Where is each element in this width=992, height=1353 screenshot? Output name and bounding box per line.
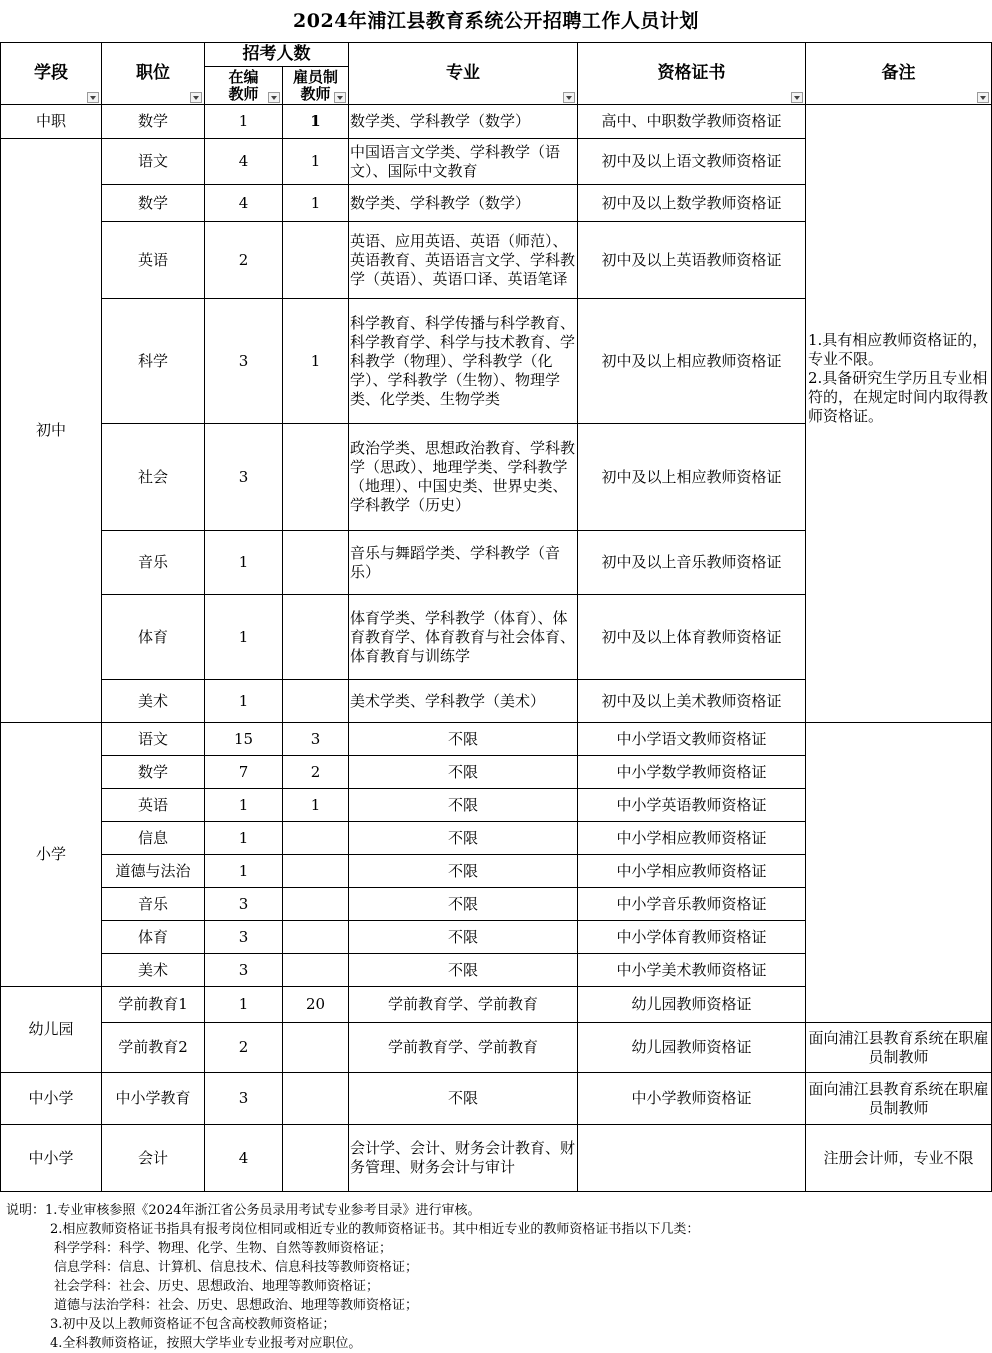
major-cell: 数学类、学科教学（数学） [349,105,578,139]
onbook-cell: 1 [205,987,283,1023]
onbook-cell: 3 [205,954,283,987]
major-cell: 科学教育、科学传播与科学教育、科学教育学、科学与技术教育、学科教学（物理）、学科教学（化学）、学科教学（生物）、物理学类、化学类、生物学类 [349,299,578,424]
hired-cell [283,822,349,855]
filter-dropdown-icon[interactable] [190,92,202,103]
cert-cell: 中小学语文教师资格证 [578,723,806,756]
cert-cell: 幼儿园教师资格证 [578,987,806,1023]
onbook-cell: 1 [205,789,283,822]
footnote-line: 社会学科：社会、历史、思想政治、地理等教师资格证； [54,1279,380,1294]
position-cell: 语文 [102,723,205,756]
footnote-line: 4.全科教师资格证，按照大学毕业专业报考对应职位。 [50,1336,362,1351]
hired-cell [283,1073,349,1125]
footnote-line: 科学学科：科学、物理、化学、生物、自然等教师资格证； [54,1241,393,1256]
stage-cell: 初中 [1,139,102,723]
recruitment-table [0,42,992,1192]
filter-dropdown-icon[interactable] [87,92,99,103]
footnote-line: 信息学科：信息、计算机、信息技术、信息科技等教师资格证； [54,1260,419,1275]
onbook-cell: 15 [205,723,283,756]
hired-cell: 1 [283,185,349,222]
table-row [1,1073,992,1125]
cert-cell: 初中及以上相应教师资格证 [578,299,806,424]
position-cell: 语文 [102,139,205,185]
header-major[interactable]: 专业 [349,43,578,105]
major-cell: 中国语言文学类、学科教学（语文）、国际中文教育 [349,139,578,185]
header-count: 招考人数 [205,43,349,67]
onbook-cell: 2 [205,222,283,299]
cert-cell: 幼儿园教师资格证 [578,1023,806,1073]
hired-cell: 20 [283,987,349,1023]
position-cell: 会计 [102,1125,205,1192]
cert-cell: 中小学相应教师资格证 [578,855,806,888]
cert-cell: 初中及以上英语教师资格证 [578,222,806,299]
onbook-cell: 1 [205,531,283,595]
position-cell: 科学 [102,299,205,424]
hired-cell [283,222,349,299]
onbook-cell: 7 [205,756,283,789]
major-cell: 音乐与舞蹈学类、学科教学（音乐） [349,531,578,595]
filter-dropdown-icon[interactable] [563,92,575,103]
footnote-line: 道德与法治学科：社会、历史、思想政治、地理等教师资格证； [54,1298,419,1313]
header-remark[interactable]: 备注 [806,43,992,105]
cert-cell [578,1125,806,1192]
position-cell: 学前教育2 [102,1023,205,1073]
cert-cell: 中小学教师资格证 [578,1073,806,1125]
major-cell: 美术学类、学科教学（美术） [349,680,578,723]
cert-cell: 初中及以上体育教师资格证 [578,595,806,680]
position-cell: 体育 [102,921,205,954]
onbook-cell: 3 [205,424,283,531]
position-cell: 体育 [102,595,205,680]
major-cell: 不限 [349,855,578,888]
major-cell: 不限 [349,1073,578,1125]
position-cell: 信息 [102,822,205,855]
remark-cell: 面向浦江县教育系统在职雇员制教师 [806,1073,992,1125]
major-cell: 不限 [349,756,578,789]
hired-cell [283,424,349,531]
stage-cell: 幼儿园 [1,987,102,1073]
onbook-cell: 2 [205,1023,283,1073]
position-cell: 数学 [102,105,205,139]
filter-dropdown-icon[interactable] [977,92,989,103]
position-cell: 音乐 [102,531,205,595]
onbook-cell: 1 [205,855,283,888]
page-title: 2024年浦江县教育系统公开招聘工作人员计划 [293,10,699,32]
hired-cell [283,595,349,680]
footnote-line: 2.相应教师资格证书指具有报考岗位相同或相近专业的教师资格证书。其中相近专业的教师资格证书指以下几类： [50,1222,700,1237]
onbook-cell: 4 [205,139,283,185]
hired-cell: 1 [283,299,349,424]
position-cell: 学前教育1 [102,987,205,1023]
position-cell: 道德与法治 [102,855,205,888]
position-cell: 数学 [102,185,205,222]
remark-line: 1.具有相应教师资格证的，专业不限。 [808,331,988,368]
major-cell: 数学类、学科教学（数学） [349,185,578,222]
onbook-cell: 1 [205,822,283,855]
position-cell: 社会 [102,424,205,531]
cert-cell: 初中及以上美术教师资格证 [578,680,806,723]
major-cell: 体育学类、学科教学（体育）、体育教育学、体育教育与社会体育、体育教育与训练学 [349,595,578,680]
cert-cell: 中小学数学教师资格证 [578,756,806,789]
cert-cell: 中小学英语教师资格证 [578,789,806,822]
footnote-line: 说明：1.专业审核参照《2024年浙江省公务员录用考试专业参考目录》进行审核。 [6,1203,481,1218]
onbook-cell: 4 [205,185,283,222]
footnotes [6,1201,986,1353]
cert-cell: 初中及以上数学教师资格证 [578,185,806,222]
table-row [1,105,992,139]
cert-cell: 初中及以上语文教师资格证 [578,139,806,185]
hired-cell [283,954,349,987]
onbook-cell: 3 [205,921,283,954]
major-cell: 不限 [349,723,578,756]
hired-cell [283,680,349,723]
cert-cell: 中小学美术教师资格证 [578,954,806,987]
onbook-cell: 1 [205,595,283,680]
onbook-cell: 1 [205,105,283,139]
position-cell: 美术 [102,954,205,987]
position-cell: 英语 [102,789,205,822]
cert-cell: 高中、中职数学教师资格证 [578,105,806,139]
hired-cell [283,531,349,595]
footnote-line: 3.初中及以上教师资格证不包含高校教师资格证； [50,1317,336,1332]
table-row [1,1023,992,1073]
onbook-cell: 3 [205,888,283,921]
hired-cell [283,921,349,954]
hired-cell: 1 [283,789,349,822]
hired-cell: 1 [283,139,349,185]
stage-cell: 中小学 [1,1125,102,1192]
table-row [1,1125,992,1192]
onbook-cell: 3 [205,1073,283,1125]
major-cell: 不限 [349,954,578,987]
major-cell: 学前教育学、学前教育 [349,987,578,1023]
onbook-cell: 4 [205,1125,283,1192]
header-position[interactable]: 职位 [102,43,205,105]
cert-cell: 初中及以上音乐教师资格证 [578,531,806,595]
stage-cell: 中职 [1,105,102,139]
filter-dropdown-icon[interactable] [791,92,803,103]
header-cert[interactable]: 资格证书 [578,43,806,105]
cert-cell: 中小学音乐教师资格证 [578,888,806,921]
remark-line: 2.具备研究生学历且专业相符的，在规定时间内取得教师资格证。 [808,369,989,425]
major-cell: 政治学类、思想政治教育、学科教学（思政）、地理学类、学科教学（地理）、中国史类、世界史类、学科教学（历史） [349,424,578,531]
onbook-cell: 3 [205,299,283,424]
position-cell: 中小学教育 [102,1073,205,1125]
hired-cell: 3 [283,723,349,756]
hired-cell: 2 [283,756,349,789]
cert-cell: 中小学体育教师资格证 [578,921,806,954]
hired-cell [283,1023,349,1073]
onbook-cell: 1 [205,680,283,723]
header-onbook[interactable]: 在编教师 [205,67,283,105]
remark-cell: 注册会计师，专业不限 [806,1125,992,1192]
major-cell: 不限 [349,789,578,822]
position-cell: 数学 [102,756,205,789]
position-cell: 美术 [102,680,205,723]
header-hired[interactable]: 雇员制教师 [283,67,349,105]
major-cell: 不限 [349,888,578,921]
major-cell: 英语、应用英语、英语（师范）、英语教育、英语语言文学、学科教学（英语）、英语口译、英语笔译 [349,222,578,299]
hired-cell: 1 [283,105,349,139]
position-cell: 音乐 [102,888,205,921]
filter-dropdown-icon[interactable] [268,92,280,103]
major-cell: 不限 [349,921,578,954]
remark-cell: 面向浦江县教育系统在职雇员制教师 [806,1023,992,1073]
major-cell: 学前教育学、学前教育 [349,1023,578,1073]
table-row [1,723,992,756]
major-cell: 会计学、会计、财务会计教育、财务管理、财务会计与审计 [349,1125,578,1192]
cert-cell: 中小学相应教师资格证 [578,822,806,855]
cert-cell: 初中及以上相应教师资格证 [578,424,806,531]
remark-cell-empty [806,723,992,1023]
remark-cell-merged [806,105,992,723]
position-cell: 英语 [102,222,205,299]
hired-cell [283,855,349,888]
major-cell: 不限 [349,822,578,855]
stage-cell: 小学 [1,723,102,987]
header-stage[interactable]: 学段 [1,43,102,105]
filter-dropdown-icon[interactable] [334,92,346,103]
stage-cell: 中小学 [1,1073,102,1125]
hired-cell [283,1125,349,1192]
hired-cell [283,888,349,921]
